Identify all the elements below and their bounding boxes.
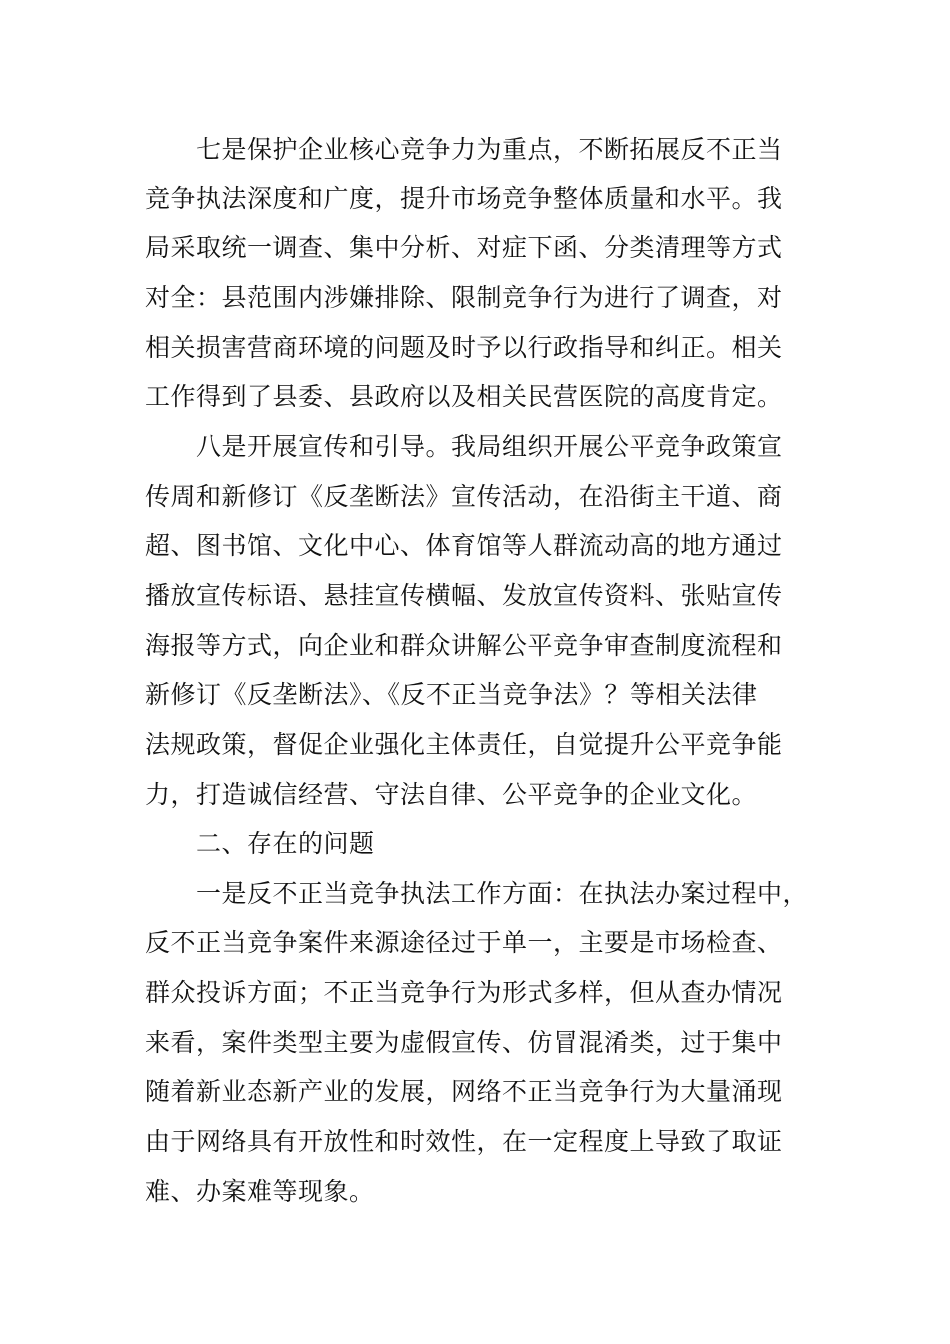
problem-1-line-7: 难、办案难等现象。 bbox=[145, 1177, 375, 1206]
paragraph-8-line-4: 播放宣传标语、悬挂宣传横幅、发放宣传资料、张贴宣传 bbox=[145, 581, 783, 610]
paragraph-8-line-6: 新修订《反垄断法》、《反不正当竞争法》？等相关法律 bbox=[145, 680, 758, 709]
paragraph-8-line-5: 海报等方式，向企业和群众讲解公平竞争审查制度流程和 bbox=[145, 631, 783, 660]
problem-1-line-3: 群众投诉方面；不正当竞争行为形式多样，但从查办情况 bbox=[145, 978, 783, 1007]
paragraph-7-line-3: 局采取统一调查、集中分析、对症下函、分类清理等方式 bbox=[145, 233, 783, 262]
section-heading: 二、存在的问题 bbox=[196, 829, 375, 858]
paragraph-7-line-4: 对全：县范围内涉嫌排除、限制竞争行为进行了调查，对 bbox=[145, 283, 783, 312]
problem-1-line-4: 来看，案件类型主要为虚假宣传、仿冒混淆类，过于集中 bbox=[145, 1028, 783, 1057]
paragraph-7-line-1: 七是保护企业核心竞争力为重点，不断拓展反不正当 bbox=[196, 135, 783, 164]
paragraph-8-line-1: 八是开展宣传和引导。我局组织开展公平竞争政策宣 bbox=[196, 432, 783, 461]
problem-1-line-5: 随着新业态新产业的发展，网络不正当竞争行为大量涌现 bbox=[145, 1077, 783, 1106]
paragraph-7-line-6: 工作得到了县委、县政府以及相关民营医院的高度肯定。 bbox=[145, 382, 783, 411]
paragraph-7-line-5: 相关损害营商环境的问题及时予以行政指导和纠正。相关 bbox=[145, 333, 783, 362]
problem-1-line-2: 反不正当竞争案件来源途径过于单一，主要是市场检查、 bbox=[145, 928, 783, 957]
paragraph-8-line-2: 传周和新修订《反垄断法》宣传活动，在沿街主干道、商 bbox=[145, 482, 783, 511]
paragraph-8-line-3: 超、图书馆、文化中心、体育馆等人群流动高的地方通过 bbox=[145, 531, 783, 560]
paragraph-7-line-2: 竞争执法深度和广度，提升市场竞争整体质量和水平。我 bbox=[145, 184, 783, 213]
paragraph-8-line-7: 法规政策，督促企业强化主体责任，自觉提升公平竞争能 bbox=[145, 730, 783, 759]
problem-1-line-1: 一是反不正当竞争执法工作方面：在执法办案过程中， bbox=[196, 879, 809, 908]
paragraph-8-line-8: 力，打造诚信经营、守法自律、公平竞争的企业文化。 bbox=[145, 780, 758, 809]
problem-1-line-6: 由于网络具有开放性和时效性，在一定程度上导致了取证 bbox=[145, 1127, 783, 1156]
